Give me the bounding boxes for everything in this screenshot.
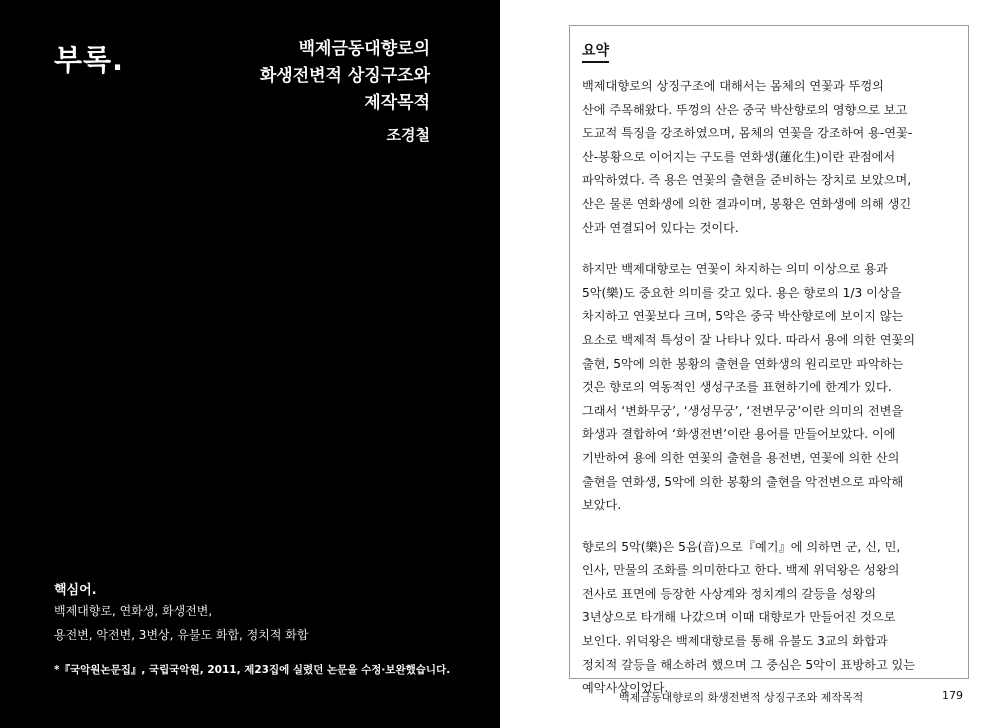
abstract-line: 백제대향로의 상징구조에 대해서는 몸체의 연꽃과 뚜껑의 (582, 79, 884, 93)
publication-footnote: *『국악원논문집』, 국립국악원, 2011, 제23집에 실렸던 논문을 수정·보완했습니다. (54, 664, 451, 676)
abstract-line: 3년상으로 타개해 나갔으며 이때 대향로가 만들어진 것으로 (582, 610, 896, 625)
abstract-line: 보았다. (582, 498, 622, 513)
appendix-label: 부록. (54, 43, 125, 77)
abstract-line: 요소로 백제적 특성이 잘 나타나 있다. 따라서 용에 의한 연꽃의 (582, 332, 916, 347)
abstract-line: 것은 향로의 역동적인 생성구조를 표현하기에 한계가 있다. (582, 380, 892, 395)
abstract-line: 5악(樂)도 중요한 의미를 갖고 있다. 용은 향로의 1/3 이상을 (582, 285, 902, 300)
abstract-line: 정치적 갈등을 해소하려 했으며 그 중심은 5악이 표방하고 있는 (582, 657, 916, 672)
abstract-line: 기반하여 용에 의한 연꽃의 출현을 용전변, 연꽃에 의한 산의 (582, 450, 900, 465)
keywords-heading: 핵심어. (54, 583, 97, 598)
abstract-line: 하지만 백제대향로는 연꽃이 차지하는 의미 이상으로 용과 (582, 262, 888, 277)
abstract-line: 출현을 연화생, 5악에 의한 봉황의 출현을 악전변으로 파악해 (582, 474, 904, 489)
abstract-line: 산-봉황으로 이어지는 구도를 연화생(蓮化生)이란 관점에서 (582, 149, 896, 164)
abstract-line: 전사로 표면에 등장한 사상계와 정치계의 갈등을 성왕의 (582, 586, 877, 601)
abstract-line: 산과 연결되어 있다는 것이다. (582, 220, 739, 235)
abstract-line: 도교적 특징을 강조하였으며, 몸체의 연꽃을 강조하여 용-연꽃- (582, 126, 913, 141)
abstract-line: 예악사상이었다. (582, 681, 669, 696)
abstract-line: 파악하였다. 즉 용은 연꽃의 출현을 준비하는 장치로 보았으며, (582, 173, 912, 188)
abstract-paragraph (582, 536, 956, 701)
abstract-line: 보인다. 위덕왕은 백제대향로를 통해 유불도 3교의 화합과 (582, 634, 888, 649)
abstract-line: 산은 물론 연화생에 의한 결과이며, 봉황은 연화생에 의해 생긴 (582, 196, 912, 211)
abstract-line: 차지하고 연꽃보다 크며, 5악은 중국 박산향로에 보이지 않는 (582, 309, 904, 324)
keywords-line: 용전변, 악전변, 3변상, 유불도 화합, 정치적 화합 (54, 628, 309, 642)
abstract-line: 출현, 5악에 의한 봉황의 출현을 연화생의 원리로만 파악하는 (582, 356, 904, 371)
abstract-paragraph (582, 258, 956, 518)
abstract-line: 그래서 ‘변화무궁’, ‘생성무궁’, ‘전변무궁’이란 의미의 전변을 (582, 403, 904, 418)
title-line: 백제금동대향로의 (298, 39, 430, 59)
paper-title (170, 36, 430, 117)
abstract-paragraph (582, 75, 956, 240)
title-line: 화생전변적 상징구조와 (259, 66, 430, 86)
title-line: 제작목적 (364, 93, 430, 113)
keywords-line: 백제대향로, 연화생, 화생전변, (54, 604, 213, 618)
page-number: 179 (942, 689, 963, 702)
abstract-line: 화생과 결합하여 ‘화생전변’이란 용어를 만들어보았다. 이에 (582, 427, 896, 442)
abstract-line: 향로의 5악(樂)은 5음(音)으로『예기』에 의하면 군, 신, 민, (582, 539, 901, 554)
author-name: 조경철 (386, 126, 430, 144)
abstract-heading: 요약 (582, 40, 609, 63)
abstract-body (582, 75, 956, 701)
abstract-line: 산에 주목해왔다. 뚜껑의 산은 중국 박산향로의 영향으로 보고 (582, 102, 908, 117)
abstract-line: 인사, 만물의 조화를 의미한다고 한다. 백제 위덕왕은 성왕의 (582, 563, 900, 578)
right-page (500, 0, 1000, 728)
running-footer: 백제금동대향로의 화생전변적 상징구조와 제작목적 (619, 691, 864, 704)
